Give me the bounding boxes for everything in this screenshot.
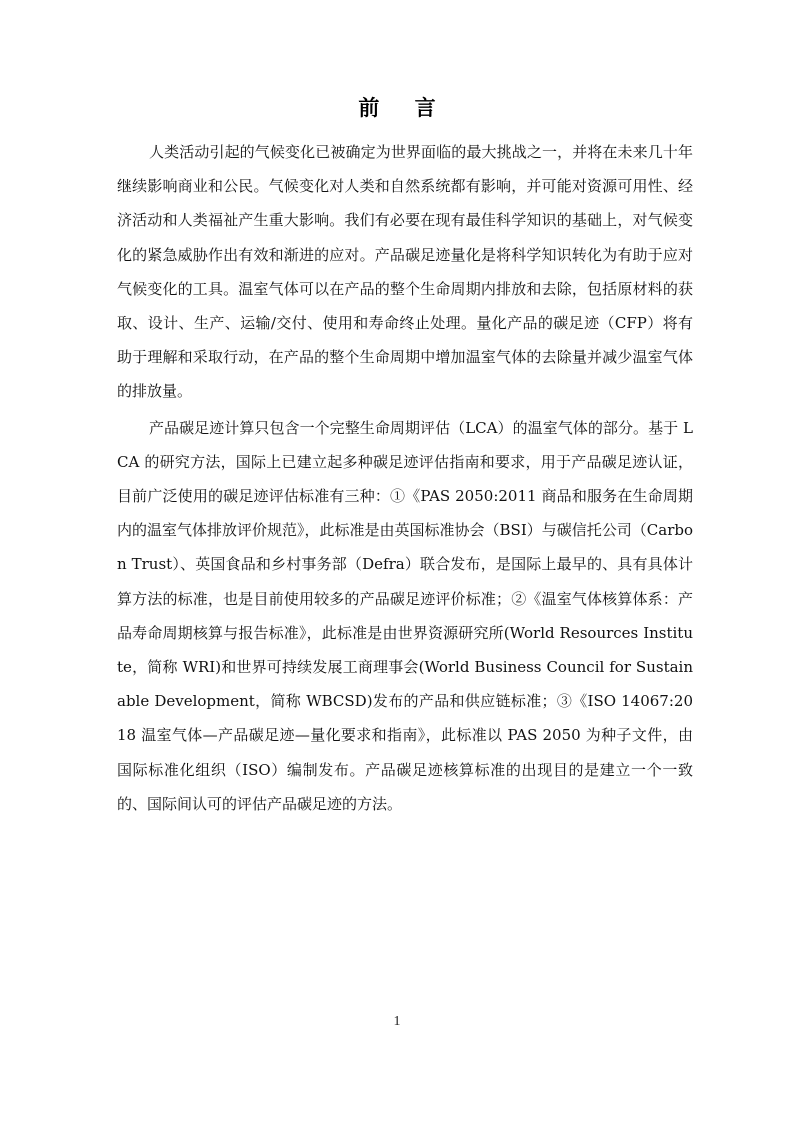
page-number: 1 bbox=[393, 1014, 401, 1029]
page-title: 前 言 bbox=[358, 96, 450, 120]
paragraph-2: 产品碳足迹计算只包含一个完整生命周期评估（LCA）的温室气体的部分。基于 LCA 的研究方法，国际上已建立起多种碳足迹评估指南和要求，用于产品碳足迹认证，目前广泛使用的碳足迹评估标准有三种：①《PAS 2050:2011 商品和服务在生命周期内的温室气体排放评价规范》，此标准是由英国标准协会（BSI）与碳信托公司（Carbon Trust）、英国食品和乡村事务部（Defra）联合发布，是国际上最早的、具有具体计算方法的标准，也是目前使用较多的产品碳足迹评价标准；②《温室气体核算体系：产品寿命周期核算与报告标准》，此标准是由世界资源研究所(World Resources Institute，简称 WRI)和世界可持续发展工商理事会(World Business Council for Sustainable Development，简称 WBCSD)发布的产品和供应链标准；③《ISO 14067:2018 温室气体—产品碳足迹—量化要求和指南》，此标准以 PAS 2050 为种子文件，由国际标准化组织（ISO）编制发布。产品碳足迹核算标准的出现目的是建立一个一致的、国际间认可的评估产品碳足迹的方法。 bbox=[117, 418, 693, 813]
paragraph-1: 人类活动引起的气候变化已被确定为世界面临的最大挑战之一，并将在未来几十年继续影响商业和公民。气候变化对人类和自然系统都有影响，并可能对资源可用性、经济活动和人类福祉产生重大影响。我们有必要在现有最佳科学知识的基础上，对气候变化的紧急威胁作出有效和渐进的应对。产品碳足迹量化是将科学知识转化为有助于应对气候变化的工具。温室气体可以在产品的整个生命周期内排放和去除，包括原材料的获取、设计、生产、运输/交付、使用和寿命终止处理。量化产品的碳足迹（CFP）将有助于理解和采取行动，在产品的整个生命周期中增加温室气体的去除量并减少温室气体的排放量。 bbox=[117, 143, 693, 401]
body-text bbox=[117, 135, 693, 821]
